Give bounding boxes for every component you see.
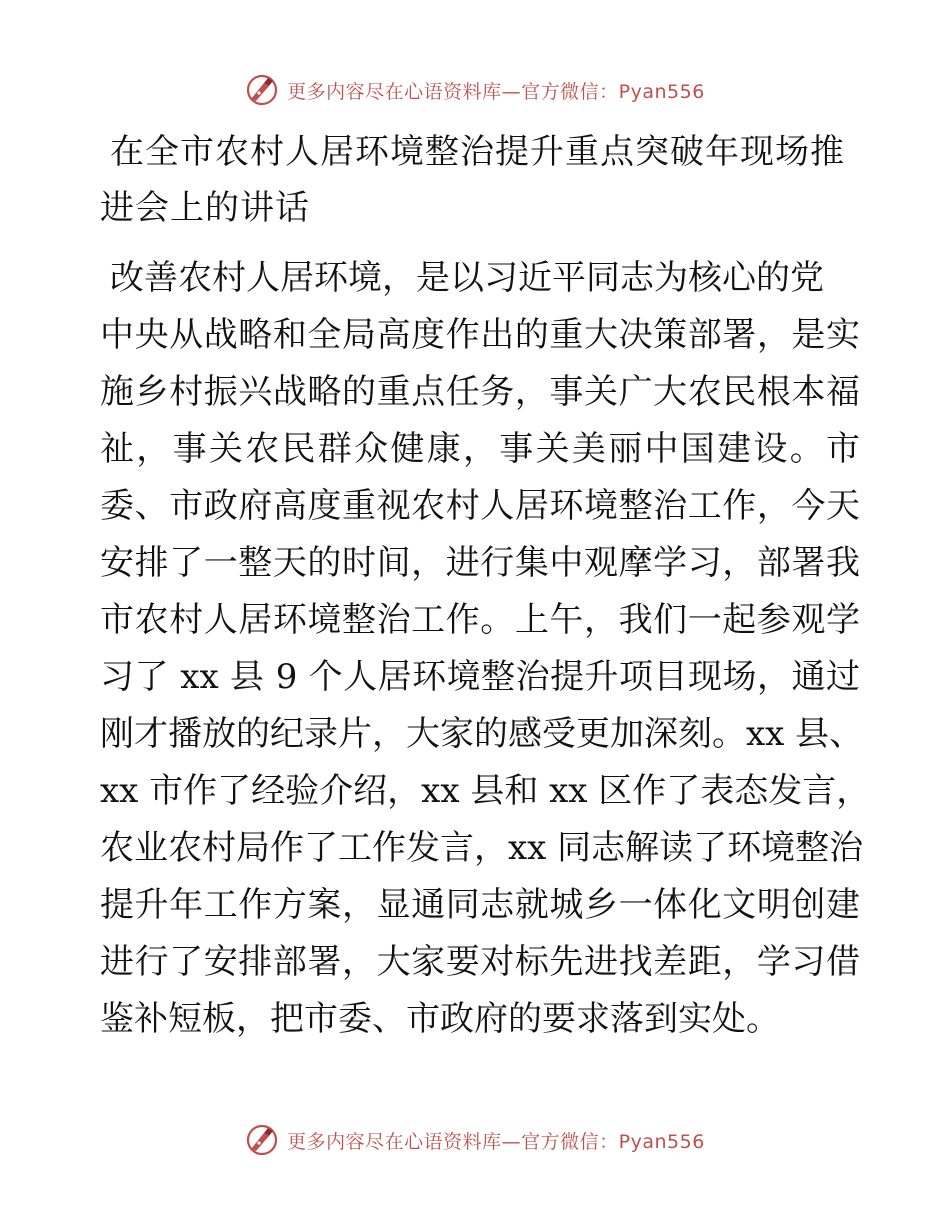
body-line: 提升年工作方案，显通同志就城乡一体化文明创建 (100, 885, 860, 925)
body-line: 改善农村人居环境，是以习近平同志为核心的党 (110, 258, 824, 298)
body-line: 农业农村局作了工作发言，xx 同志解读了环境整治 (100, 828, 864, 868)
pen-nib-logo-icon (245, 73, 279, 107)
body-line: 施乡村振兴战略的重点任务，事关广大农民根本福 (100, 372, 860, 412)
footer-wechat-id: Pyan556 (618, 1130, 705, 1153)
body-paragraph (100, 250, 871, 1048)
footer-banner-text: 更多内容尽在心语资料库—官方微信：Pyan556 (287, 1130, 705, 1153)
footer-banner (0, 1120, 950, 1160)
body-line: 祉，事关农民群众健康，事关美丽中国建设。市 (100, 429, 860, 469)
pen-nib-logo-icon (245, 1123, 279, 1157)
header-wechat-id: Pyan556 (618, 80, 705, 103)
body-line: 进行了安排部署，大家要对标先进找差距，学习借 (100, 942, 860, 982)
title-line: 进会上的讲话 (100, 188, 310, 228)
document-title (100, 124, 860, 236)
header-banner-text: 更多内容尽在心语资料库—官方微信：Pyan556 (287, 80, 705, 103)
body-line: 习了 xx 县 9 个人居环境整治提升项目现场，通过 (100, 657, 860, 697)
body-line: 刚才播放的纪录片，大家的感受更加深刻。xx 县、 (100, 714, 864, 754)
body-line: 鉴补短板，把市委、市政府的要求落到实处。 (100, 999, 780, 1039)
header-banner (0, 70, 950, 110)
body-line: 委、市政府高度重视农村人居环境整治工作，今天 (100, 486, 860, 526)
body-line: xx 市作了经验介绍，xx 县和 xx 区作了表态发言， (100, 771, 871, 811)
body-line: 市农村人居环境整治工作。上午，我们一起参观学 (100, 600, 860, 640)
body-line: 安排了一整天的时间，进行集中观摩学习，部署我 (100, 543, 860, 583)
title-line: 在全市农村人居环境整治提升重点突破年现场推 (110, 132, 845, 172)
body-line: 中央从战略和全局高度作出的重大决策部署，是实 (100, 315, 860, 355)
